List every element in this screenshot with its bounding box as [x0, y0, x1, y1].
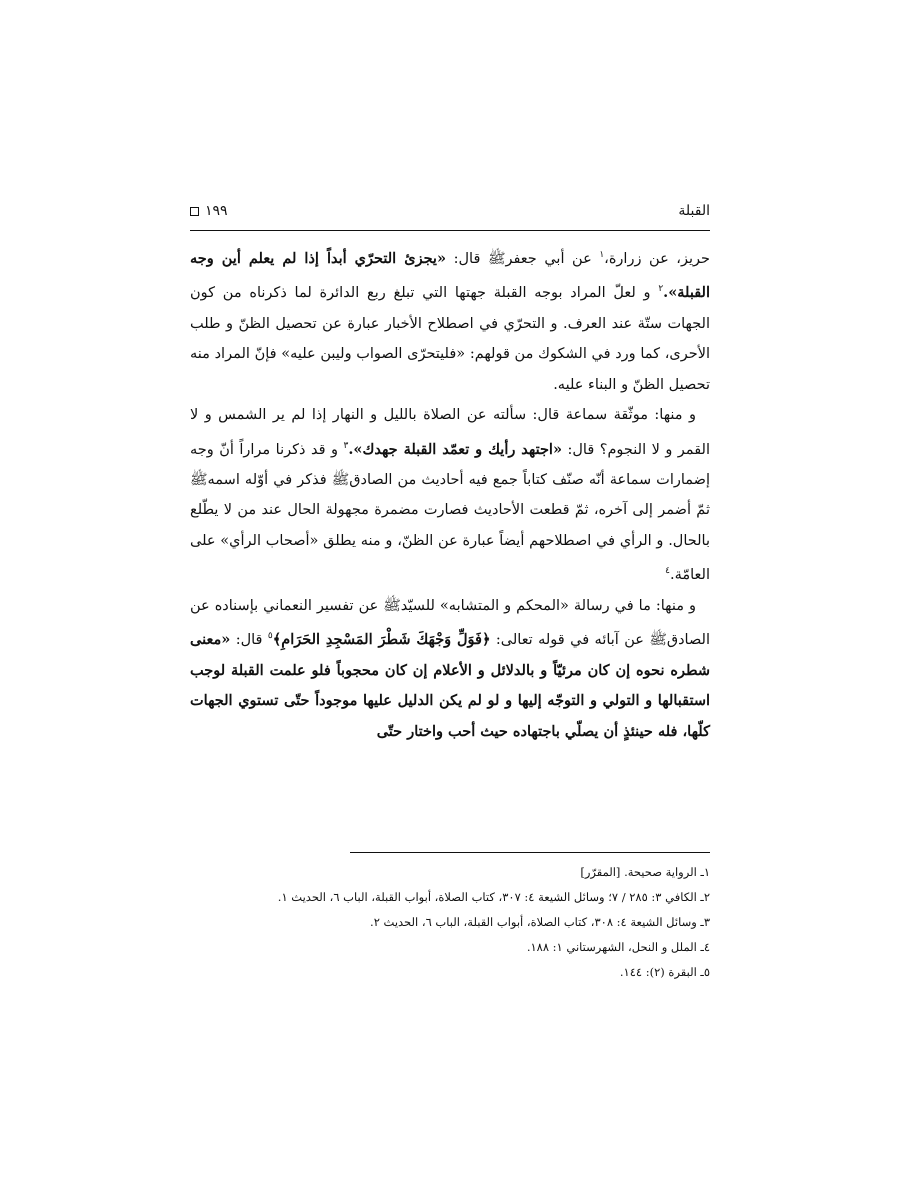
- paragraph-2: [190, 400, 710, 591]
- main-text: [190, 240, 710, 747]
- footnote-4: ٤ـ الملل و النحل، الشهرستاني ١: ١٨٨.: [526, 940, 710, 954]
- footnote-ref-3[interactable]: ٣: [343, 440, 349, 451]
- footnote-2: ٢ـ الكافي ٣: ٢٨٥ / ٧؛ وسائل الشيعة ٤: ٣٠٧، كتاب الصلاة، أبواب القبلة، الباب ٦، الحديث ١.: [277, 890, 710, 904]
- paragraph-1: [190, 240, 710, 400]
- quran-verse: ﴿فَوَلِّ وَجْهَكَ شَطْرَ المَسْجِدِ الحَرَامِ﴾: [272, 631, 491, 649]
- footnote-ref-5[interactable]: ٥: [267, 631, 273, 642]
- footnote-ref-1[interactable]: ١: [599, 250, 605, 260]
- hadith-quote: «اجتهد رأيك و تعمّد القبلة جهدك».: [348, 440, 563, 458]
- square-icon: [190, 207, 199, 216]
- footnote-1: ١ـ الرواية صحيحة. [المقرّر]: [580, 865, 710, 879]
- header-divider: [190, 230, 710, 231]
- text-span: و منها: موثّقة سماعة قال: سألته عن الصلاة بالليل و النهار إذا لم ير الشمس و لا القمر و لا النجوم؟ قال:: [190, 407, 710, 458]
- footnote-ref-4[interactable]: ٤: [665, 566, 670, 577]
- footnotes: [190, 860, 710, 985]
- hadith-quote: «معنى شطره نحوه إن كان مرئيّاً و بالدلائل و الأعلام إن كان محجوباً فلو علمت القبلة لوجب استقبالها و التولي و التوجّه إليها و لو لم يكن الدليل عليها موجوداً حتّى تستوي الجهات كلّها، فله حينئذٍ أن يصلّي باجتهاده حيث أحب واختار حتّى: [190, 631, 710, 740]
- page-number-group: [190, 203, 228, 219]
- footnote-5: ٥ـ البقرة (٢): ١٤٤.: [619, 965, 710, 979]
- book-page: [190, 196, 710, 1156]
- footnote-3: ٣ـ وسائل الشيعة ٤: ٣٠٨، كتاب الصلاة، أبواب القبلة، الباب ٦، الحديث ٢.: [370, 915, 710, 929]
- text-span: و لعلّ المراد بوجه القبلة جهتها التي تبلغ ربع الدائرة لما ذكرناه من كون الجهات ستّة عند العرف. و التحرّي في اصطلاح الأخبار عبارة عن تحصيل الظنّ و طلب الأحرى، كما ورد في الشكوك من قولهم: «فليتحرّى الصواب وليبن عليه» فإنّ المراد منه تحصيل الظنّ و البناء عليه.: [190, 285, 710, 393]
- hadith-quote: «يجزئ التحرّي أبداً إذا لم يعلم أين وجه القبلة».: [190, 249, 710, 302]
- text-span: حريز، عن زرارة،: [604, 250, 710, 267]
- text-span: عن أبي جعفرﷺ قال:: [446, 250, 600, 267]
- text-span: و قد ذكرنا مراراً أنّ وجه إضمارات سماعة أنّه صنّف كتاباً جمع فيه أحاديث من الصادقﷺ فذكر في أوّله اسمهﷺ ثمّ أضمر إلى آخره، ثمّ قطعت الأحاديث فصارت مضمرة مجهولة الحال عند من لا يطّلع بالحال. و الرأي في اصطلاحهم أيضاً عبارة عن الظنّ، و منه يطلق «أصحاب الرأي» على العامّة.: [190, 441, 710, 584]
- paragraph-3: [190, 591, 710, 747]
- page-header: [190, 196, 710, 226]
- text-span: و منها: ما في رسالة «المحكم و المتشابه» للسيّدﷺ عن تفسير النعماني بإسناده عن الصادقﷺ عن آبائه في قوله تعالى:: [190, 597, 710, 649]
- running-title: القبلة: [678, 203, 710, 219]
- text-span: قال:: [230, 632, 268, 649]
- page-number: ١٩٩: [205, 203, 228, 219]
- footnote-divider: [350, 852, 710, 853]
- footnote-ref-2[interactable]: ٢: [658, 284, 664, 295]
